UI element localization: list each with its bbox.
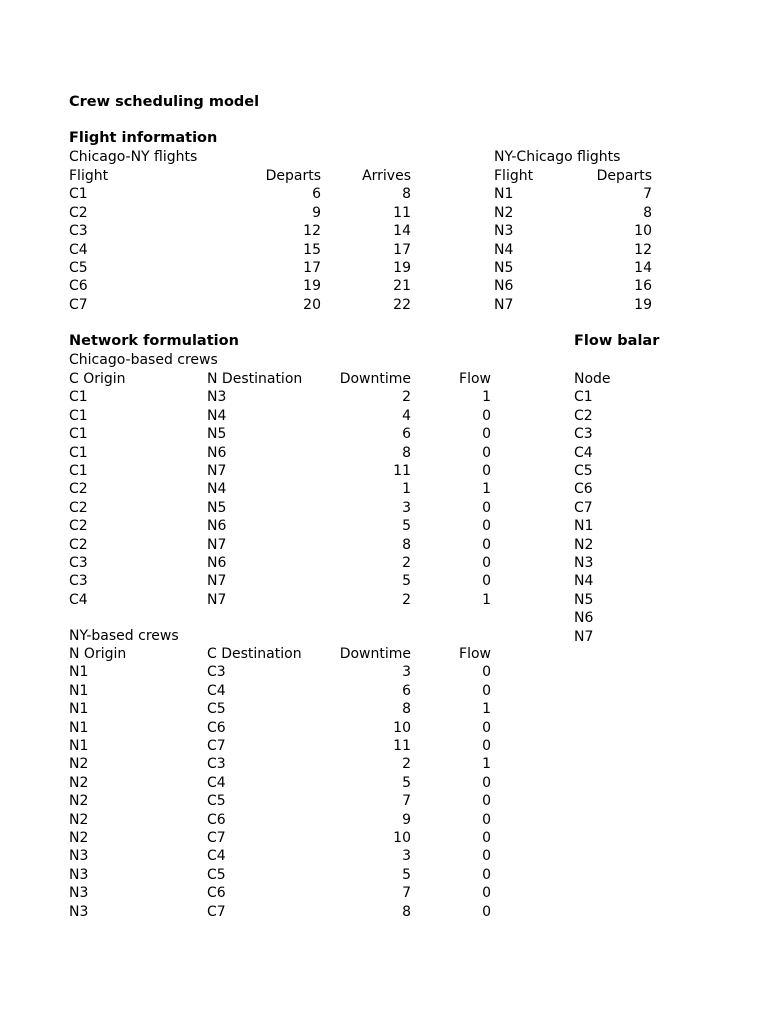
table-cell: C4 bbox=[574, 445, 593, 461]
chicago-ny-subtitle: Chicago-NY flights bbox=[69, 149, 198, 165]
table-cell: C4 bbox=[207, 683, 226, 699]
table-cell: 0 bbox=[482, 812, 491, 828]
table-cell: C3 bbox=[69, 573, 88, 589]
table-cell: C6 bbox=[207, 720, 226, 736]
table-cell: N4 bbox=[494, 242, 514, 258]
table-cell: 1 bbox=[402, 481, 411, 497]
table-cell: C5 bbox=[69, 260, 88, 276]
table-cell: C2 bbox=[69, 537, 88, 553]
table-cell: N1 bbox=[69, 701, 89, 717]
column-header: Arrives bbox=[362, 168, 411, 184]
table-cell: 8 bbox=[402, 904, 411, 920]
table-cell: C2 bbox=[69, 518, 88, 534]
table-cell: 0 bbox=[482, 830, 491, 846]
table-cell: N4 bbox=[207, 481, 227, 497]
table-cell: C2 bbox=[574, 408, 593, 424]
table-cell: 12 bbox=[303, 223, 321, 239]
table-cell: C4 bbox=[207, 848, 226, 864]
table-cell: 22 bbox=[393, 297, 411, 313]
table-cell: C3 bbox=[69, 223, 88, 239]
column-header: C Destination bbox=[207, 646, 302, 662]
table-cell: C1 bbox=[69, 463, 88, 479]
table-cell: 0 bbox=[482, 445, 491, 461]
table-cell: 1 bbox=[482, 701, 491, 717]
table-cell: N3 bbox=[494, 223, 514, 239]
table-cell: 0 bbox=[482, 904, 491, 920]
table-cell: 0 bbox=[482, 867, 491, 883]
table-cell: C5 bbox=[207, 867, 226, 883]
table-cell: C7 bbox=[207, 738, 226, 754]
table-cell: N1 bbox=[69, 664, 89, 680]
table-cell: N2 bbox=[69, 812, 89, 828]
table-cell: 5 bbox=[402, 867, 411, 883]
table-cell: 0 bbox=[482, 720, 491, 736]
table-cell: 6 bbox=[312, 186, 321, 202]
table-cell: 14 bbox=[634, 260, 652, 276]
table-cell: 11 bbox=[393, 205, 411, 221]
table-cell: C2 bbox=[69, 500, 88, 516]
table-cell: N2 bbox=[69, 775, 89, 791]
table-cell: C5 bbox=[574, 463, 593, 479]
table-cell: N2 bbox=[574, 537, 594, 553]
table-cell: N6 bbox=[207, 445, 227, 461]
table-cell: 9 bbox=[402, 812, 411, 828]
table-cell: N6 bbox=[207, 518, 227, 534]
table-cell: 19 bbox=[303, 278, 321, 294]
table-cell: C5 bbox=[207, 701, 226, 717]
table-cell: N5 bbox=[207, 426, 227, 442]
table-cell: C4 bbox=[69, 242, 88, 258]
table-cell: 1 bbox=[482, 592, 491, 608]
table-cell: 1 bbox=[482, 389, 491, 405]
table-cell: 8 bbox=[402, 537, 411, 553]
table-cell: N1 bbox=[69, 720, 89, 736]
table-cell: 10 bbox=[634, 223, 652, 239]
table-cell: 19 bbox=[634, 297, 652, 313]
table-cell: 1 bbox=[482, 756, 491, 772]
table-cell: 0 bbox=[482, 537, 491, 553]
table-cell: C3 bbox=[574, 426, 593, 442]
table-cell: C2 bbox=[69, 481, 88, 497]
table-cell: C7 bbox=[207, 830, 226, 846]
table-cell: C1 bbox=[574, 389, 593, 405]
table-cell: 2 bbox=[402, 555, 411, 571]
table-cell: N6 bbox=[494, 278, 514, 294]
table-cell: 10 bbox=[393, 720, 411, 736]
table-cell: N3 bbox=[69, 885, 89, 901]
column-header: Flow bbox=[459, 371, 491, 387]
table-cell: 15 bbox=[303, 242, 321, 258]
table-cell: 8 bbox=[643, 205, 652, 221]
table-cell: C1 bbox=[69, 426, 88, 442]
table-cell: N1 bbox=[494, 186, 514, 202]
table-cell: N5 bbox=[574, 592, 594, 608]
column-header: Flight bbox=[494, 168, 534, 184]
table-cell: C3 bbox=[207, 664, 226, 680]
table-cell: N3 bbox=[69, 867, 89, 883]
network-formulation-heading: Network formulation bbox=[69, 333, 239, 349]
table-cell: 2 bbox=[402, 389, 411, 405]
table-cell: C3 bbox=[207, 756, 226, 772]
table-cell: 20 bbox=[303, 297, 321, 313]
table-cell: 21 bbox=[393, 278, 411, 294]
table-cell: N7 bbox=[207, 463, 227, 479]
table-cell: C4 bbox=[207, 775, 226, 791]
flight-information-heading: Flight information bbox=[69, 130, 218, 146]
table-cell: 11 bbox=[393, 738, 411, 754]
table-cell: N1 bbox=[69, 683, 89, 699]
table-cell: C5 bbox=[207, 793, 226, 809]
ny-chicago-subtitle: NY-Chicago flights bbox=[494, 149, 621, 165]
table-cell: N1 bbox=[574, 518, 594, 534]
table-cell: C2 bbox=[69, 205, 88, 221]
table-cell: 6 bbox=[402, 683, 411, 699]
table-cell: N7 bbox=[207, 537, 227, 553]
table-cell: C1 bbox=[69, 445, 88, 461]
table-cell: 0 bbox=[482, 573, 491, 589]
table-cell: 0 bbox=[482, 775, 491, 791]
table-cell: N6 bbox=[574, 610, 594, 626]
table-cell: 16 bbox=[634, 278, 652, 294]
ny-crews-subtitle: NY-based crews bbox=[69, 628, 179, 644]
table-cell: N7 bbox=[494, 297, 514, 313]
table-cell: N4 bbox=[574, 573, 594, 589]
table-cell: N7 bbox=[574, 629, 594, 645]
table-cell: 14 bbox=[393, 223, 411, 239]
table-cell: 0 bbox=[482, 426, 491, 442]
table-cell: 12 bbox=[634, 242, 652, 258]
table-cell: N5 bbox=[494, 260, 514, 276]
table-cell: N3 bbox=[574, 555, 594, 571]
table-cell: N7 bbox=[207, 592, 227, 608]
table-cell: 5 bbox=[402, 518, 411, 534]
table-cell: 7 bbox=[402, 793, 411, 809]
table-cell: N3 bbox=[69, 904, 89, 920]
column-header: Downtime bbox=[339, 371, 411, 387]
table-cell: 0 bbox=[482, 683, 491, 699]
table-cell: 1 bbox=[482, 481, 491, 497]
table-cell: 6 bbox=[402, 426, 411, 442]
column-header: C Origin bbox=[69, 371, 126, 387]
table-cell: 8 bbox=[402, 445, 411, 461]
table-cell: C6 bbox=[574, 481, 593, 497]
table-cell: 8 bbox=[402, 186, 411, 202]
table-cell: N1 bbox=[69, 738, 89, 754]
table-cell: C1 bbox=[69, 389, 88, 405]
table-cell: 0 bbox=[482, 885, 491, 901]
table-cell: 7 bbox=[402, 885, 411, 901]
table-cell: N2 bbox=[69, 830, 89, 846]
table-cell: 9 bbox=[312, 205, 321, 221]
table-cell: C6 bbox=[207, 812, 226, 828]
sheet-title: Crew scheduling model bbox=[69, 94, 260, 110]
table-cell: 0 bbox=[482, 518, 491, 534]
table-cell: N3 bbox=[69, 848, 89, 864]
table-cell: 0 bbox=[482, 848, 491, 864]
table-cell: C1 bbox=[69, 186, 88, 202]
table-cell: 2 bbox=[402, 592, 411, 608]
table-cell: C1 bbox=[69, 408, 88, 424]
column-header: Downtime bbox=[339, 646, 411, 662]
table-cell: 17 bbox=[393, 242, 411, 258]
table-cell: C6 bbox=[69, 278, 88, 294]
flow-balance-heading: Flow balar bbox=[574, 333, 660, 349]
table-cell: 4 bbox=[402, 408, 411, 424]
chicago-crews-subtitle: Chicago-based crews bbox=[69, 352, 218, 368]
table-cell: N2 bbox=[494, 205, 514, 221]
table-cell: 5 bbox=[402, 775, 411, 791]
table-cell: N2 bbox=[69, 793, 89, 809]
table-cell: C6 bbox=[207, 885, 226, 901]
table-cell: C3 bbox=[69, 555, 88, 571]
column-header: Flight bbox=[69, 168, 109, 184]
table-cell: N6 bbox=[207, 555, 227, 571]
table-cell: 0 bbox=[482, 463, 491, 479]
table-cell: N5 bbox=[207, 500, 227, 516]
table-cell: N2 bbox=[69, 756, 89, 772]
table-cell: 10 bbox=[393, 830, 411, 846]
table-cell: 3 bbox=[402, 500, 411, 516]
table-cell: 19 bbox=[393, 260, 411, 276]
table-cell: 0 bbox=[482, 500, 491, 516]
column-header: Node bbox=[574, 371, 611, 387]
table-cell: C7 bbox=[574, 500, 593, 516]
column-header: Departs bbox=[596, 168, 652, 184]
table-cell: 0 bbox=[482, 793, 491, 809]
table-cell: N4 bbox=[207, 408, 227, 424]
table-cell: 3 bbox=[402, 664, 411, 680]
table-cell: N7 bbox=[207, 573, 227, 589]
table-cell: 0 bbox=[482, 555, 491, 571]
table-cell: 7 bbox=[643, 186, 652, 202]
table-cell: 2 bbox=[402, 756, 411, 772]
table-cell: 3 bbox=[402, 848, 411, 864]
column-header: N Origin bbox=[69, 646, 127, 662]
column-header: Departs bbox=[265, 168, 321, 184]
column-header: N Destination bbox=[207, 371, 303, 387]
table-cell: 5 bbox=[402, 573, 411, 589]
column-header: Flow bbox=[459, 646, 491, 662]
table-cell: C4 bbox=[69, 592, 88, 608]
table-cell: 0 bbox=[482, 408, 491, 424]
table-cell: C7 bbox=[207, 904, 226, 920]
table-cell: 17 bbox=[303, 260, 321, 276]
table-cell: C7 bbox=[69, 297, 88, 313]
table-cell: 0 bbox=[482, 738, 491, 754]
table-cell: N3 bbox=[207, 389, 227, 405]
table-cell: 11 bbox=[393, 463, 411, 479]
table-cell: 8 bbox=[402, 701, 411, 717]
table-cell: 0 bbox=[482, 664, 491, 680]
